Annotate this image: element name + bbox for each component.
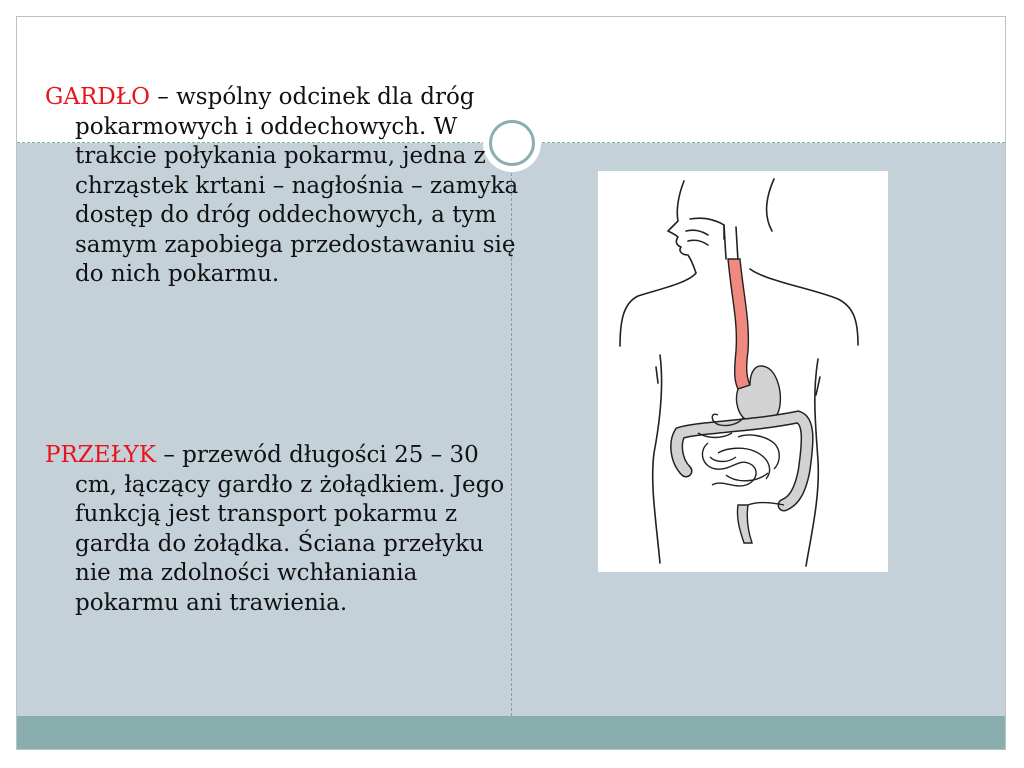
term-przelyk: PRZEŁYK bbox=[45, 442, 157, 468]
paragraph-przelyk bbox=[45, 441, 525, 618]
digestive-system-diagram-icon bbox=[598, 171, 888, 572]
description-przelyk: – przewód długości 25 – 30 cm, łączący gardło z żołądkiem. Jego funkcją jest transport pokarmu z gardła do żołądka. Ściana przełyku nie ma zdolności wchłaniania pokarmu ani trawienia. bbox=[75, 442, 505, 616]
rectum-shape bbox=[737, 505, 752, 543]
term-gardlo: GARDŁO bbox=[45, 84, 150, 110]
paragraph-gardlo bbox=[45, 83, 525, 290]
digestive-system-illustration bbox=[598, 171, 888, 572]
slide-footer-bar bbox=[17, 716, 1005, 749]
description-gardlo: – wspólny odcinek dla dróg pokarmowych i oddechowych. W trakcie połykania pokarmu, jedna z chrząstek krtani – nagłośnia – zamyka dostęp do dróg oddechowych, a tym samym zapobiega przedostawaniu się do nich pokarmu. bbox=[75, 84, 519, 287]
esophagus-shape bbox=[728, 259, 750, 389]
